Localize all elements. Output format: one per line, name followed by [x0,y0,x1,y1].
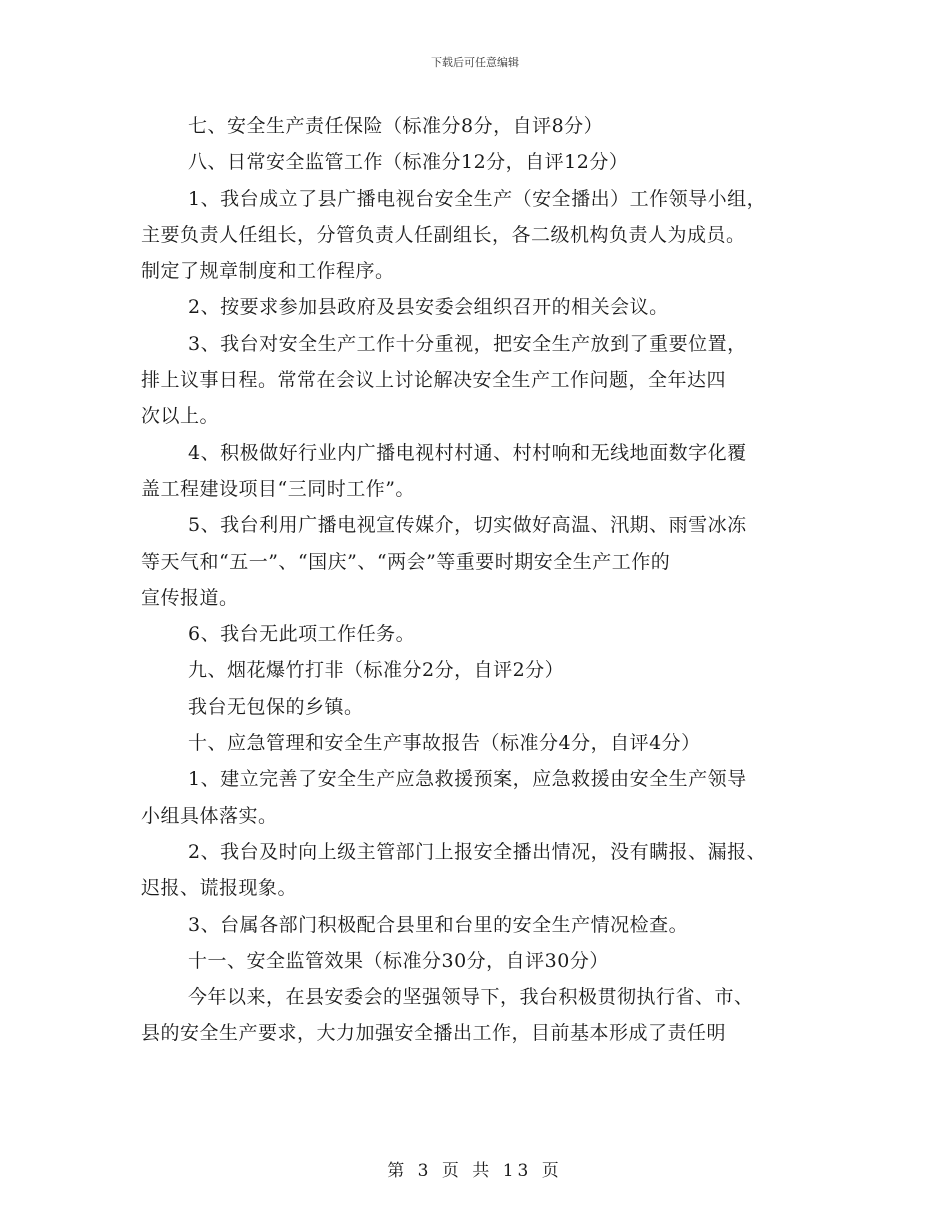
text-line: 3、我台对安全生产工作十分重视，把安全生产放到了重要位置， [188,332,747,355]
text-line: 2、按要求参加县政府及县安委会组织召开的相关会议。 [188,296,669,319]
text-line: 5、我台利用广播电视宣传媒介，切实做好高温、汛期、雨雪冰冻 [188,514,747,537]
text-line: 盖工程建设项目“三同时工作”。 [141,477,415,500]
text-line: 宣传报道。 [141,586,239,609]
text-line: 次以上。 [141,405,220,428]
page-header-note: 下载后可任意编辑 [431,56,519,69]
text-line: 3、台属各部门积极配合县里和台里的安全生产情况检查。 [188,913,689,936]
text-line: 小组具体落实。 [141,804,278,827]
text-line: 1、我台成立了县广播电视台安全生产（安全播出）工作领导小组， [188,187,767,210]
text-line: 制定了规章制度和工作程序。 [141,260,395,283]
text-line: 主要负责人任组长，分管负责人任副组长，各二级机构负责人为成员。 [141,223,746,246]
text-line: 十一、安全监管效果（标准分30分，自评30分） [188,949,609,972]
text-line: 十、应急管理和安全生产事故报告（标准分4分，自评4分） [188,732,701,755]
text-line: 6、我台无此项工作任务。 [188,623,416,646]
text-line: 1、建立完善了安全生产应急救援预案，应急救援由安全生产领导 [188,768,747,791]
text-line: 八、日常安全监管工作（标准分12分，自评12分） [188,151,629,174]
document-body [141,108,831,1052]
text-line: 今年以来，在县安委会的坚强领导下，我台积极贯彻执行省、市、 [188,986,754,1009]
text-line: 九、烟花爆竹打非（标准分2分，自评2分） [188,659,565,682]
text-line: 4、积极做好行业内广播电视村村通、村村响和无线地面数字化覆 [188,441,747,464]
text-line: 等天气和“五一”、“国庆”、“两会”等重要时期安全生产工作的 [141,550,671,573]
text-line: 2、我台及时向上级主管部门上报安全播出情况，没有瞒报、漏报、 [188,840,767,863]
text-line: 我台无包保的乡镇。 [188,695,364,718]
text-line: 排上议事日程。常常在会议上讨论解决安全生产工作问题，全年达四 [141,369,727,392]
page-number-footer: 第 3 页 共 13 页 [387,1161,563,1181]
text-line: 迟报、谎报现象。 [141,877,298,900]
text-line: 七、安全生产责任保险（标准分8分，自评8分） [188,115,604,137]
text-line: 县的安全生产要求，大力加强安全播出工作，目前基本形成了责任明 [141,1022,727,1045]
